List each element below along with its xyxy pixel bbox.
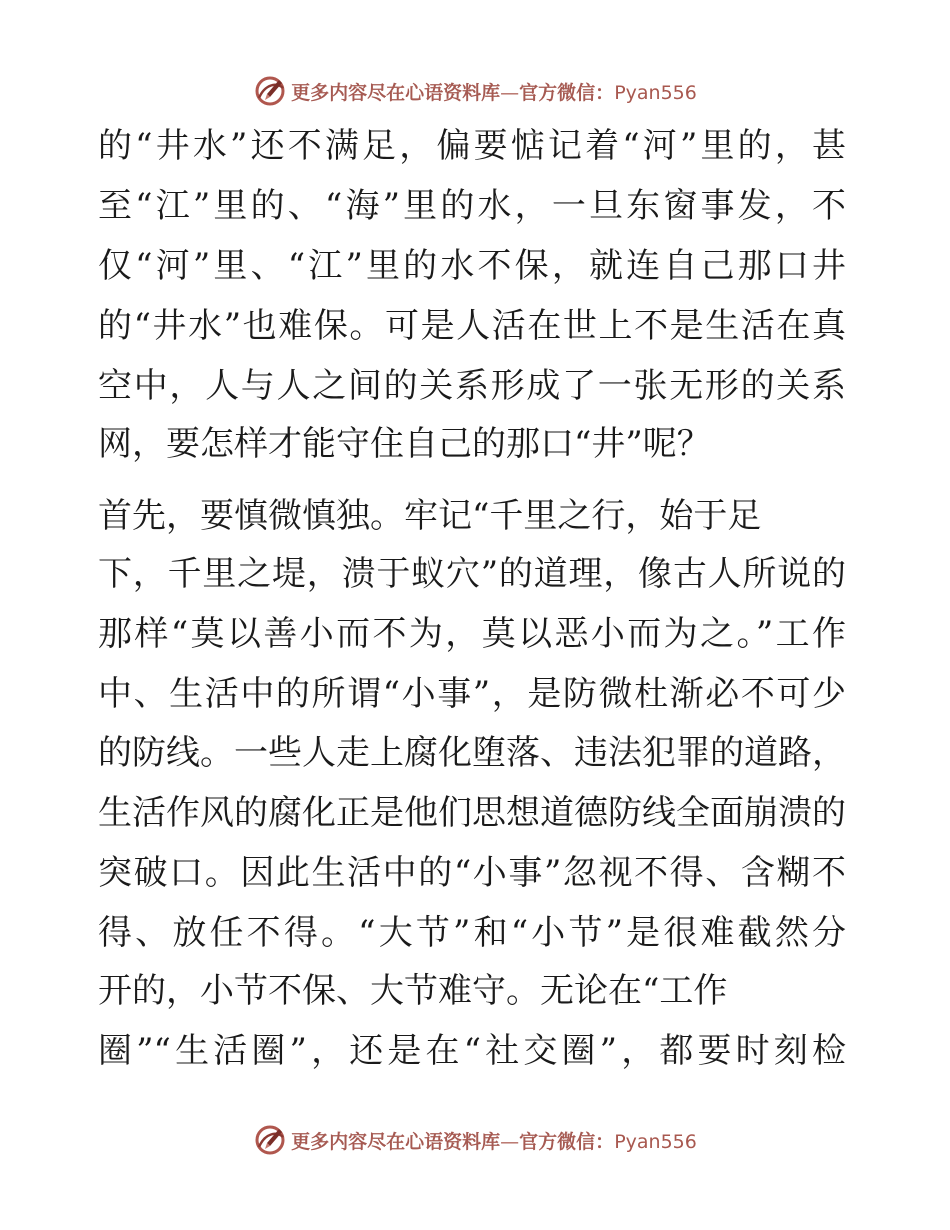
watermark-contact-id: Pyan556 — [614, 81, 697, 104]
paragraph-2-line-8: 得、放任不得。“大节”和“小节”是很难截然分 — [98, 913, 846, 953]
header-watermark — [0, 71, 950, 111]
watermark-dash: — — [500, 81, 520, 104]
pen-swirl-logo-icon — [253, 1123, 287, 1157]
watermark-contact-label: 官方微信： — [519, 81, 615, 104]
paragraph-2-line-4: 中、生活中的所谓“小事”，是防微杜渐必不可少 — [98, 674, 846, 714]
paragraph-1-line-6: 网，要怎样才能守住自己的那口“井”呢？ — [98, 424, 711, 464]
watermark-contact-label: 官方微信： — [519, 1130, 615, 1153]
paragraph-2-line-5: 的防线。一些人走上腐化堕落、违法犯罪的道路， — [98, 733, 846, 773]
paragraph-2-line-1: 首先，要慎微慎独。牢记“千里之行，始于足 — [98, 496, 762, 536]
watermark-dash: — — [500, 1130, 520, 1153]
paragraph-1-line-3: 仅“河”里、“江”里的水不保，就连自己那口井 — [98, 246, 846, 286]
paragraph-1-line-4: 的“井水”也难保。可是人活在世上不是生活在真 — [98, 306, 846, 346]
paragraph-2-line-3: 那样“莫以善小而不为，莫以恶小而为之。”工作 — [98, 614, 846, 654]
paragraph-1-line-1: 的“井水”还不满足，偏要惦记着“河”里的，甚 — [98, 126, 846, 166]
watermark-brand-text: 更多内容尽在心语资料库 — [291, 1130, 501, 1153]
paragraph-2-line-10: 圈”“生活圈”，还是在“社交圈”，都要时刻检 — [98, 1031, 846, 1071]
paragraph-2-line-2: 下，千里之堤，溃于蚁穴”的道理，像古人所说的 — [98, 554, 846, 594]
paragraph-2-line-7: 突破口。因此生活中的“小事”忽视不得、含糊不 — [98, 853, 846, 893]
paragraph-1-line-5: 空中，人与人之间的关系形成了一张无形的关系 — [98, 366, 846, 406]
watermark-contact-id: Pyan556 — [614, 1130, 697, 1153]
watermark-brand-text: 更多内容尽在心语资料库 — [291, 81, 501, 104]
paragraph-1-line-2: 至“江”里的、“海”里的水，一旦东窗事发，不 — [98, 186, 846, 226]
pen-swirl-logo-icon — [253, 74, 287, 108]
footer-watermark — [0, 1120, 950, 1160]
paragraph-2-line-6: 生活作风的腐化正是他们思想道德防线全面崩溃的 — [98, 793, 846, 833]
paragraph-2-line-9: 开的，小节不保、大节难守。无论在“工作 — [98, 971, 728, 1011]
